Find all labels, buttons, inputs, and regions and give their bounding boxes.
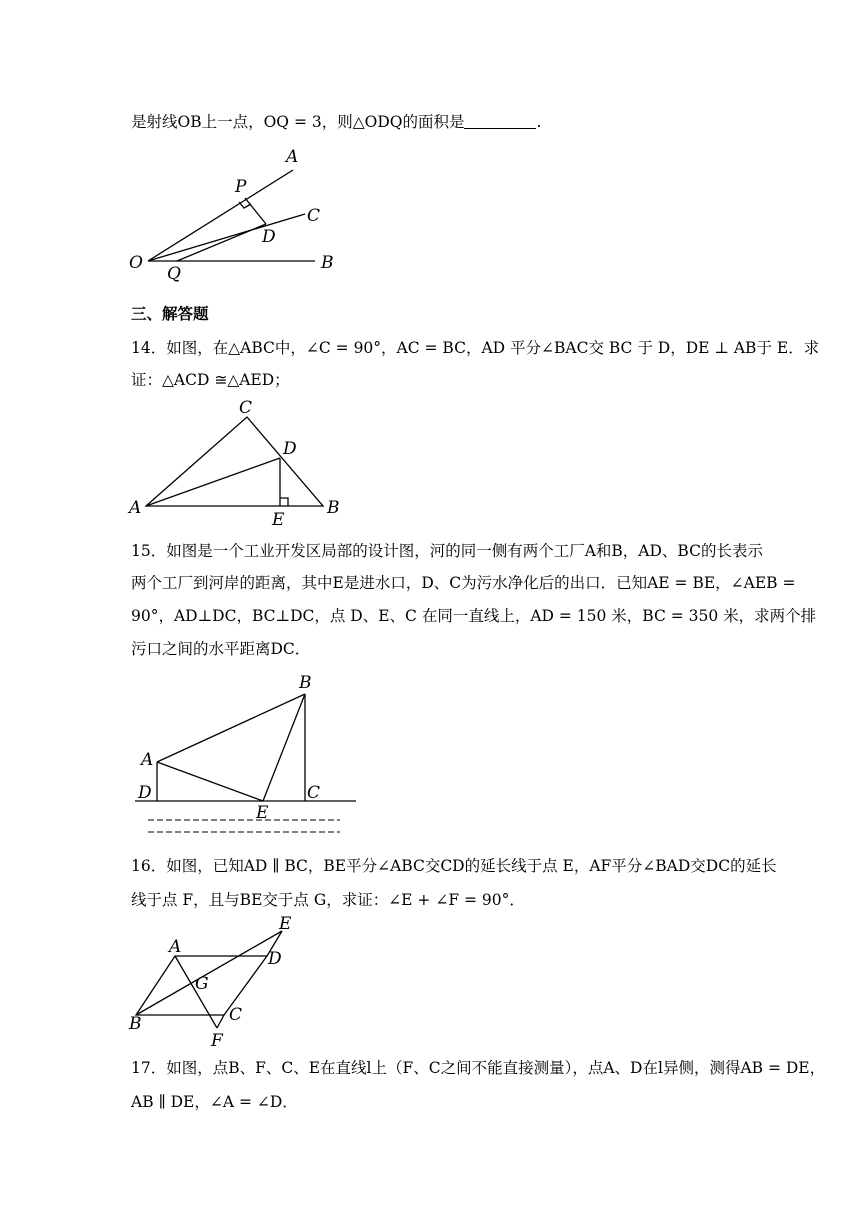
label-b: B — [327, 498, 340, 518]
label-a: A — [141, 750, 154, 770]
label-c: C — [307, 783, 321, 803]
segment-ad — [146, 458, 280, 506]
triangle-abc — [146, 417, 323, 506]
figure-16 — [125, 915, 300, 1050]
label-p: P — [235, 177, 247, 197]
label-q: Q — [167, 264, 181, 284]
label-f: F — [211, 1031, 223, 1050]
label-a: A — [169, 937, 182, 957]
label-c: C — [229, 1005, 243, 1025]
label-d: D — [283, 439, 297, 459]
segment-cf — [217, 1015, 224, 1028]
q15-line3: 90°，AD⊥DC，BC⊥DC，点 D、E、C 在同一直线上，AD = 150 米，BC = 350 米，求两个排 — [131, 607, 817, 625]
label-a: A — [286, 147, 299, 167]
label-c: C — [239, 398, 253, 418]
label-b: B — [299, 673, 312, 693]
label-c: C — [307, 206, 321, 226]
q14-line2: 证：△ACD ≅△AED； — [131, 371, 290, 389]
figure-15 — [130, 670, 360, 840]
label-b: B — [321, 253, 334, 273]
q16-line1: 16．如图，已知AD ∥ BC，BE平分∠ABC交CD的延长线于点 E，AF平分∠BAD交DC的延长 — [131, 857, 777, 875]
right-angle-mark — [280, 498, 288, 506]
figure-14 — [125, 395, 355, 530]
label-d: D — [138, 783, 152, 803]
q15-line4: 污口之间的水平距离DC． — [131, 640, 311, 658]
label-e: E — [256, 803, 269, 823]
label-a: A — [129, 498, 142, 518]
segment-be — [136, 931, 282, 1015]
label-o: O — [129, 253, 143, 273]
label-e: E — [279, 915, 292, 934]
label-d: D — [268, 949, 282, 969]
q15-line2: 两个工厂到河岸的距离，其中E是进水口，D、C为污水净化后的出口．已知AE = BE，∠AEB = — [131, 574, 796, 592]
q13-line1: 是射线OB上一点，OQ = 3，则△ODQ的面积是 — [131, 113, 465, 131]
label-e: E — [272, 510, 285, 530]
q13-text — [131, 112, 541, 132]
q17-line2: AB ∥ DE，∠A = ∠D． — [131, 1093, 298, 1111]
q13-line1-end: . — [536, 113, 542, 131]
segment-pd — [245, 198, 266, 224]
ray-oc — [148, 214, 305, 261]
segment-qd — [177, 224, 266, 261]
q14-line1: 14．如图，在△ABC中，∠C = 90°，AC = BC，AD 平分∠BAC交 BC 于 D，DE ⊥ AB于 E．求 — [131, 339, 820, 357]
label-b: B — [129, 1014, 142, 1034]
label-d: D — [262, 227, 276, 247]
section-title: 三、解答题 — [131, 305, 209, 323]
q16-line2: 线于点 F，且与BE交于点 G，求证：∠E + ∠F = 90°． — [131, 891, 525, 909]
figure-13 — [125, 142, 345, 287]
segment-ae — [157, 762, 263, 801]
label-g: G — [195, 974, 209, 994]
q17-line1: 17．如图，点B、F、C、E在直线l上（F、C之间不能直接测量），点A、D在l异侧，测得AB = DE， — [131, 1059, 826, 1077]
q15-line1: 15．如图是一个工业开发区局部的设计图，河的同一侧有两个工厂A和B，AD、BC的长表示 — [131, 542, 763, 560]
answer-blank — [464, 114, 536, 129]
ray-oa — [148, 170, 293, 261]
